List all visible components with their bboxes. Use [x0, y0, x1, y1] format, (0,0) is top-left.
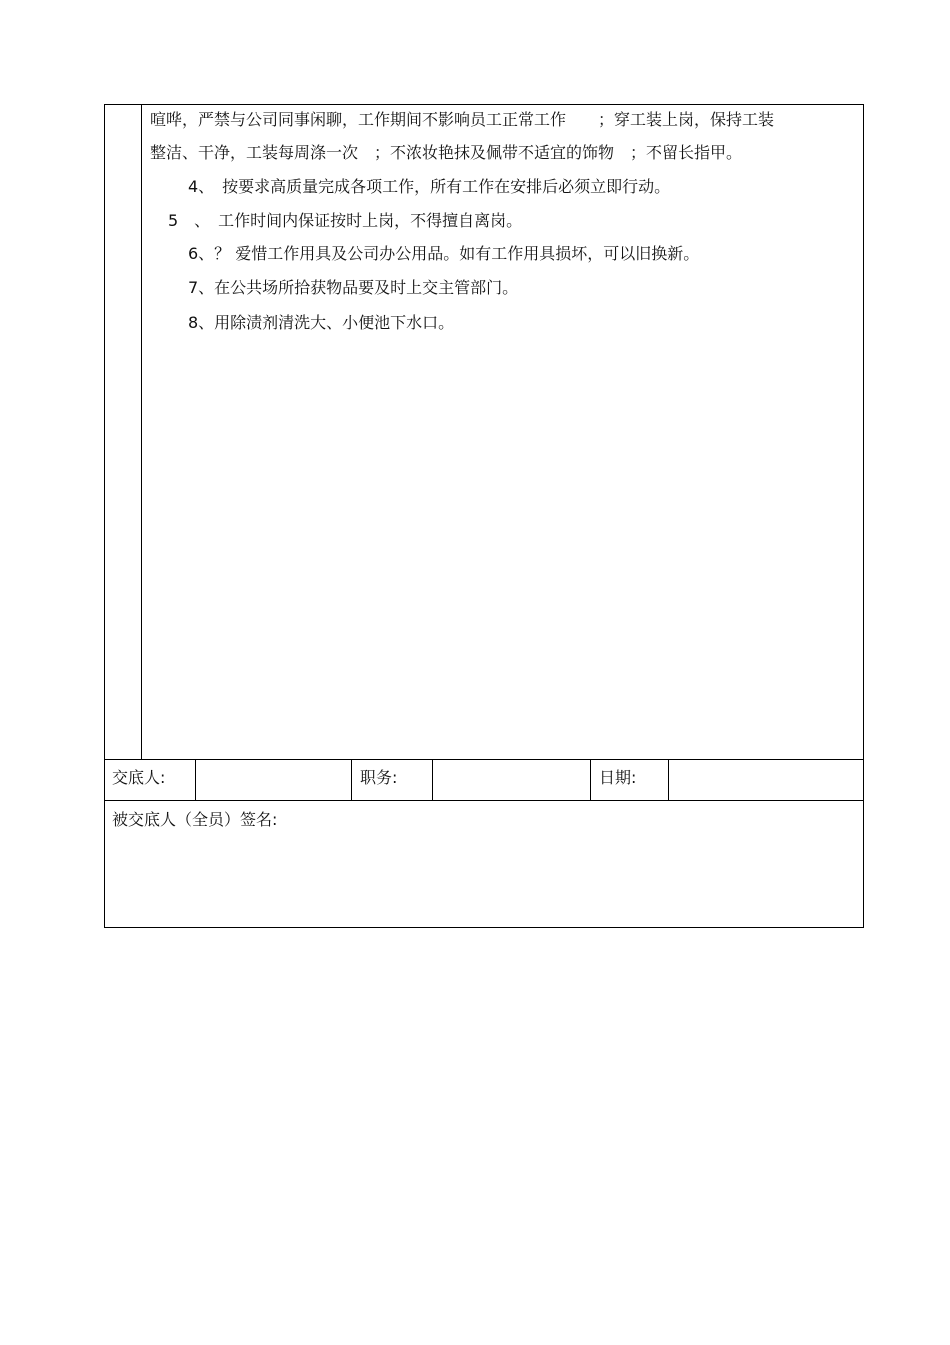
footer-divider-5 [668, 759, 669, 801]
list-item-7: 7、在公共场所拾获物品要及时上交主管部门。 [188, 278, 519, 297]
list-item-4: 4、 按要求高质量完成各项工作，所有工作在安排后必须立即行动。 [188, 177, 671, 196]
footer-divider-4 [590, 759, 591, 801]
footer-divider-3 [432, 759, 433, 801]
recipients-signature-label: 被交底人（全员）签名: [112, 810, 278, 829]
table-bottom-border [104, 927, 864, 928]
table-top-border [104, 104, 864, 105]
content-column-divider [141, 104, 142, 760]
list-item-8: 8、用除渍剂清洗大、小便池下水口。 [188, 313, 455, 332]
list-item-6: 6、？ 爱惜工作用具及公司办公用品。如有工作用具损坏，可以旧换新。 [188, 244, 700, 263]
footer-divider-1 [195, 759, 196, 801]
handover-person-label: 交底人: [112, 768, 166, 787]
footer-top-border [104, 759, 864, 760]
position-label: 职务: [360, 768, 398, 787]
content-line-1: 喧哗，严禁与公司同事闲聊，工作期间不影响员工正常工作 ；穿工装上岗，保持工装 [150, 110, 775, 129]
list-item-5: 5 、 工作时间内保证按时上岗，不得擅自离岗。 [168, 211, 523, 230]
date-label: 日期: [599, 768, 637, 787]
table-left-border [104, 104, 105, 928]
footer-divider-2 [351, 759, 352, 801]
table-right-border [863, 104, 864, 928]
content-line-2: 整洁、干净，工装每周涤一次 ；不浓妆艳抹及佩带不适宜的饰物 ；不留长指甲。 [150, 143, 743, 162]
footer-row-border [104, 800, 864, 801]
